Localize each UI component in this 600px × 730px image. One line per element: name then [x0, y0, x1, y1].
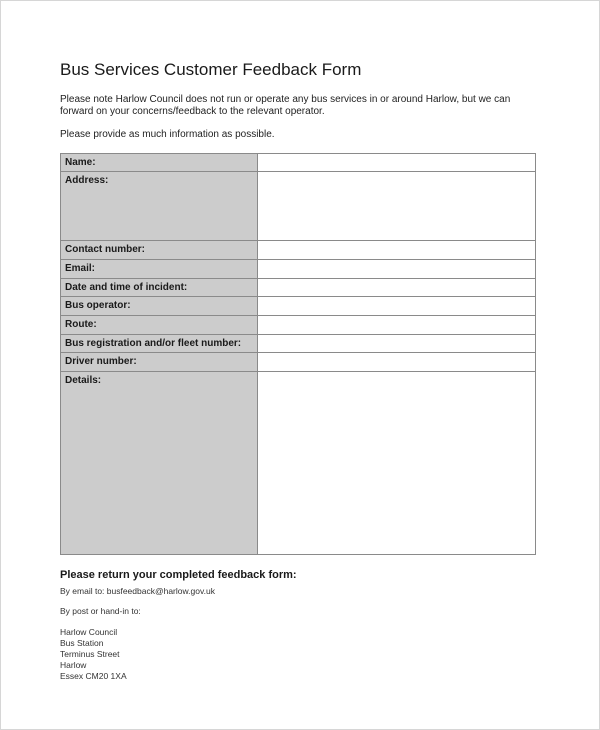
field-label: Name:	[61, 154, 258, 172]
post-instruction: By post or hand-in to:	[60, 606, 141, 616]
field-value-cell	[258, 353, 536, 372]
field-label: Bus registration and/or fleet number:	[61, 335, 258, 353]
field-value-cell	[258, 297, 536, 316]
field-value-cell	[258, 335, 536, 353]
address-line: Terminus Street	[60, 649, 120, 659]
field-label: Contact number:	[61, 241, 258, 260]
field-value-cell	[258, 172, 536, 241]
field-value-cell	[258, 316, 536, 335]
page-title: Bus Services Customer Feedback Form	[60, 60, 362, 79]
address-line: Bus Station	[60, 638, 104, 648]
field-label: Email:	[61, 260, 258, 279]
form-row	[61, 353, 536, 372]
form-row	[61, 154, 536, 172]
field-label: Route:	[61, 316, 258, 335]
field-input[interactable]	[262, 316, 531, 333]
field-label: Address:	[61, 172, 258, 241]
field-input[interactable]	[262, 335, 531, 351]
form-row	[61, 335, 536, 353]
field-input[interactable]	[262, 372, 531, 551]
field-input[interactable]	[262, 279, 531, 295]
field-input[interactable]	[262, 297, 531, 314]
field-input[interactable]	[262, 154, 531, 170]
form-row	[61, 297, 536, 316]
disclaimer-note: Please note Harlow Council does not run or operate any bus services in or around Harlow, but we can forward on your concerns/feedback to the relevant operator.	[60, 94, 511, 117]
field-value-cell	[258, 241, 536, 260]
field-label: Details:	[61, 372, 258, 555]
feedback-form-table	[60, 153, 536, 555]
field-value-cell	[258, 260, 536, 279]
field-value-cell	[258, 372, 536, 555]
field-input[interactable]	[262, 172, 531, 237]
return-heading: Please return your completed feedback form:	[60, 569, 297, 581]
field-input[interactable]	[262, 353, 531, 370]
field-input[interactable]	[262, 260, 531, 277]
form-row	[61, 372, 536, 555]
postal-address	[60, 627, 127, 682]
field-value-cell	[258, 279, 536, 297]
email-instruction: By email to: busfeedback@harlow.gov.uk	[60, 586, 215, 596]
field-label: Bus operator:	[61, 297, 258, 316]
form-row	[61, 241, 536, 260]
field-input[interactable]	[262, 241, 531, 258]
field-value-cell	[258, 154, 536, 172]
form-row	[61, 260, 536, 279]
address-line: Essex CM20 1XA	[60, 671, 127, 681]
address-line: Harlow	[60, 660, 87, 670]
address-line: Harlow Council	[60, 627, 118, 637]
form-row	[61, 316, 536, 335]
form-row	[61, 172, 536, 241]
field-label: Driver number:	[61, 353, 258, 372]
instruction-text: Please provide as much information as possible.	[60, 129, 275, 140]
field-label: Date and time of incident:	[61, 279, 258, 297]
form-row	[61, 279, 536, 297]
